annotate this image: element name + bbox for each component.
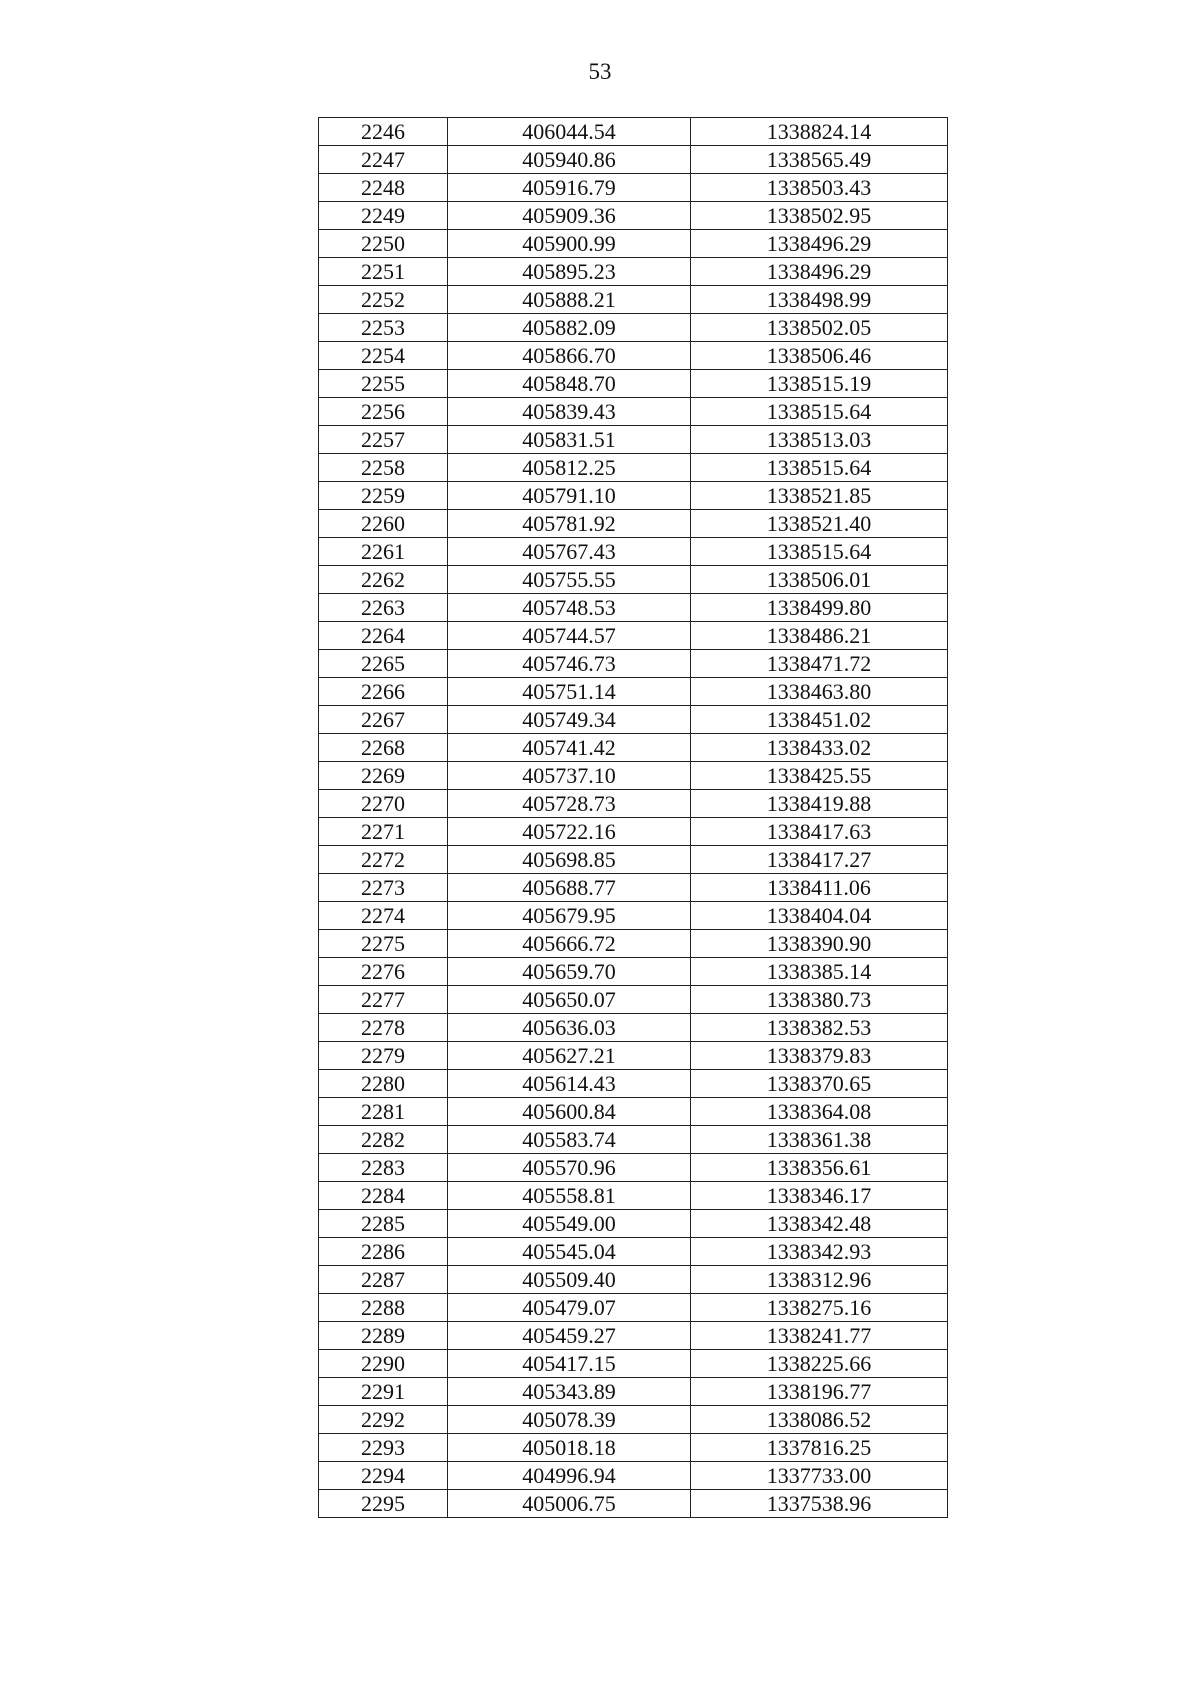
x-coordinate-cell: 405848.70 (448, 370, 691, 398)
y-coordinate-cell: 1338404.04 (691, 902, 948, 930)
y-coordinate-cell: 1338502.05 (691, 314, 948, 342)
x-coordinate-cell: 405078.39 (448, 1406, 691, 1434)
y-coordinate-cell: 1338385.14 (691, 958, 948, 986)
x-coordinate-cell: 405722.16 (448, 818, 691, 846)
x-coordinate-cell: 405509.40 (448, 1266, 691, 1294)
point-number-cell: 2265 (319, 650, 448, 678)
x-coordinate-cell: 405812.25 (448, 454, 691, 482)
table-row (319, 958, 948, 986)
table-row (319, 1378, 948, 1406)
x-coordinate-cell: 405688.77 (448, 874, 691, 902)
x-coordinate-cell: 405679.95 (448, 902, 691, 930)
table-row (319, 790, 948, 818)
coordinates-table (318, 117, 948, 1518)
point-number-cell: 2281 (319, 1098, 448, 1126)
x-coordinate-cell: 405459.27 (448, 1322, 691, 1350)
point-number-cell: 2250 (319, 230, 448, 258)
table-row (319, 1434, 948, 1462)
table-row (319, 1210, 948, 1238)
y-coordinate-cell: 1338565.49 (691, 146, 948, 174)
point-number-cell: 2273 (319, 874, 448, 902)
y-coordinate-cell: 1338506.46 (691, 342, 948, 370)
table-row (319, 1154, 948, 1182)
table-row (319, 286, 948, 314)
page-number: 53 (588, 59, 612, 84)
x-coordinate-cell: 405549.00 (448, 1210, 691, 1238)
point-number-cell: 2260 (319, 510, 448, 538)
y-coordinate-cell: 1337538.96 (691, 1490, 948, 1518)
x-coordinate-cell: 405751.14 (448, 678, 691, 706)
y-coordinate-cell: 1338425.55 (691, 762, 948, 790)
table-row (319, 258, 948, 286)
x-coordinate-cell: 405916.79 (448, 174, 691, 202)
table-row (319, 986, 948, 1014)
x-coordinate-cell: 405614.43 (448, 1070, 691, 1098)
x-coordinate-cell: 405831.51 (448, 426, 691, 454)
point-number-cell: 2269 (319, 762, 448, 790)
point-number-cell: 2246 (319, 118, 448, 146)
x-coordinate-cell: 405636.03 (448, 1014, 691, 1042)
table-row (319, 930, 948, 958)
point-number-cell: 2267 (319, 706, 448, 734)
y-coordinate-cell: 1338417.27 (691, 846, 948, 874)
x-coordinate-cell: 405698.85 (448, 846, 691, 874)
y-coordinate-cell: 1338225.66 (691, 1350, 948, 1378)
y-coordinate-cell: 1338370.65 (691, 1070, 948, 1098)
point-number-cell: 2282 (319, 1126, 448, 1154)
table-row (319, 1070, 948, 1098)
point-number-cell: 2275 (319, 930, 448, 958)
y-coordinate-cell: 1337816.25 (691, 1434, 948, 1462)
point-number-cell: 2263 (319, 594, 448, 622)
table-row (319, 1238, 948, 1266)
x-coordinate-cell: 405479.07 (448, 1294, 691, 1322)
x-coordinate-cell: 405839.43 (448, 398, 691, 426)
x-coordinate-cell: 405791.10 (448, 482, 691, 510)
table-row (319, 706, 948, 734)
y-coordinate-cell: 1338824.14 (691, 118, 948, 146)
y-coordinate-cell: 1338515.64 (691, 538, 948, 566)
x-coordinate-cell: 405737.10 (448, 762, 691, 790)
y-coordinate-cell: 1338451.02 (691, 706, 948, 734)
y-coordinate-cell: 1338506.01 (691, 566, 948, 594)
point-number-cell: 2277 (319, 986, 448, 1014)
table-row (319, 230, 948, 258)
y-coordinate-cell: 1338433.02 (691, 734, 948, 762)
y-coordinate-cell: 1338486.21 (691, 622, 948, 650)
point-number-cell: 2268 (319, 734, 448, 762)
table-row (319, 566, 948, 594)
x-coordinate-cell: 405746.73 (448, 650, 691, 678)
y-coordinate-cell: 1338241.77 (691, 1322, 948, 1350)
table-row (319, 426, 948, 454)
y-coordinate-cell: 1338496.29 (691, 230, 948, 258)
y-coordinate-cell: 1338471.72 (691, 650, 948, 678)
x-coordinate-cell: 405545.04 (448, 1238, 691, 1266)
point-number-cell: 2287 (319, 1266, 448, 1294)
y-coordinate-cell: 1338086.52 (691, 1406, 948, 1434)
y-coordinate-cell: 1338390.90 (691, 930, 948, 958)
y-coordinate-cell: 1338196.77 (691, 1378, 948, 1406)
y-coordinate-cell: 1337733.00 (691, 1462, 948, 1490)
table-row (319, 454, 948, 482)
table-row (319, 1490, 948, 1518)
point-number-cell: 2255 (319, 370, 448, 398)
table-row (319, 538, 948, 566)
x-coordinate-cell: 405748.53 (448, 594, 691, 622)
y-coordinate-cell: 1338499.80 (691, 594, 948, 622)
table-row (319, 202, 948, 230)
table-row (319, 1406, 948, 1434)
x-coordinate-cell: 405866.70 (448, 342, 691, 370)
table-row (319, 1350, 948, 1378)
table-row (319, 398, 948, 426)
table-row (319, 818, 948, 846)
y-coordinate-cell: 1338463.80 (691, 678, 948, 706)
y-coordinate-cell: 1338342.48 (691, 1210, 948, 1238)
y-coordinate-cell: 1338515.64 (691, 398, 948, 426)
table-row (319, 1294, 948, 1322)
x-coordinate-cell: 405755.55 (448, 566, 691, 594)
point-number-cell: 2254 (319, 342, 448, 370)
table-row (319, 678, 948, 706)
point-number-cell: 2294 (319, 1462, 448, 1490)
table-row (319, 846, 948, 874)
point-number-cell: 2248 (319, 174, 448, 202)
table-row (319, 874, 948, 902)
x-coordinate-cell: 405940.86 (448, 146, 691, 174)
table-row (319, 342, 948, 370)
table-row (319, 118, 948, 146)
y-coordinate-cell: 1338503.43 (691, 174, 948, 202)
x-coordinate-cell: 405627.21 (448, 1042, 691, 1070)
x-coordinate-cell: 404996.94 (448, 1462, 691, 1490)
x-coordinate-cell: 405767.43 (448, 538, 691, 566)
table-row (319, 622, 948, 650)
point-number-cell: 2279 (319, 1042, 448, 1070)
y-coordinate-cell: 1338515.19 (691, 370, 948, 398)
x-coordinate-cell: 405343.89 (448, 1378, 691, 1406)
table-row (319, 734, 948, 762)
x-coordinate-cell: 405909.36 (448, 202, 691, 230)
y-coordinate-cell: 1338342.93 (691, 1238, 948, 1266)
point-number-cell: 2293 (319, 1434, 448, 1462)
y-coordinate-cell: 1338521.40 (691, 510, 948, 538)
table-row (319, 482, 948, 510)
point-number-cell: 2280 (319, 1070, 448, 1098)
table-row (319, 510, 948, 538)
point-number-cell: 2256 (319, 398, 448, 426)
y-coordinate-cell: 1338364.08 (691, 1098, 948, 1126)
y-coordinate-cell: 1338515.64 (691, 454, 948, 482)
x-coordinate-cell: 405417.15 (448, 1350, 691, 1378)
table-row (319, 314, 948, 342)
point-number-cell: 2272 (319, 846, 448, 874)
point-number-cell: 2261 (319, 538, 448, 566)
point-number-cell: 2276 (319, 958, 448, 986)
point-number-cell: 2271 (319, 818, 448, 846)
point-number-cell: 2278 (319, 1014, 448, 1042)
y-coordinate-cell: 1338419.88 (691, 790, 948, 818)
point-number-cell: 2266 (319, 678, 448, 706)
point-number-cell: 2292 (319, 1406, 448, 1434)
point-number-cell: 2252 (319, 286, 448, 314)
x-coordinate-cell: 405600.84 (448, 1098, 691, 1126)
table-row (319, 762, 948, 790)
x-coordinate-cell: 405018.18 (448, 1434, 691, 1462)
y-coordinate-cell: 1338496.29 (691, 258, 948, 286)
point-number-cell: 2257 (319, 426, 448, 454)
y-coordinate-cell: 1338380.73 (691, 986, 948, 1014)
y-coordinate-cell: 1338312.96 (691, 1266, 948, 1294)
point-number-cell: 2249 (319, 202, 448, 230)
x-coordinate-cell: 405650.07 (448, 986, 691, 1014)
point-number-cell: 2247 (319, 146, 448, 174)
point-number-cell: 2264 (319, 622, 448, 650)
x-coordinate-cell: 405558.81 (448, 1182, 691, 1210)
point-number-cell: 2295 (319, 1490, 448, 1518)
table-row (319, 902, 948, 930)
y-coordinate-cell: 1338513.03 (691, 426, 948, 454)
x-coordinate-cell: 405781.92 (448, 510, 691, 538)
y-coordinate-cell: 1338417.63 (691, 818, 948, 846)
point-number-cell: 2291 (319, 1378, 448, 1406)
x-coordinate-cell: 405006.75 (448, 1490, 691, 1518)
y-coordinate-cell: 1338379.83 (691, 1042, 948, 1070)
y-coordinate-cell: 1338361.38 (691, 1126, 948, 1154)
y-coordinate-cell: 1338521.85 (691, 482, 948, 510)
point-number-cell: 2251 (319, 258, 448, 286)
point-number-cell: 2259 (319, 482, 448, 510)
x-coordinate-cell: 405895.23 (448, 258, 691, 286)
x-coordinate-cell: 405666.72 (448, 930, 691, 958)
table-row (319, 1266, 948, 1294)
table-row (319, 1014, 948, 1042)
coordinates-table-body (319, 118, 948, 1518)
y-coordinate-cell: 1338382.53 (691, 1014, 948, 1042)
x-coordinate-cell: 405728.73 (448, 790, 691, 818)
x-coordinate-cell: 405659.70 (448, 958, 691, 986)
x-coordinate-cell: 406044.54 (448, 118, 691, 146)
table-row (319, 1042, 948, 1070)
y-coordinate-cell: 1338356.61 (691, 1154, 948, 1182)
table-row (319, 1098, 948, 1126)
table-row (319, 1182, 948, 1210)
point-number-cell: 2262 (319, 566, 448, 594)
x-coordinate-cell: 405888.21 (448, 286, 691, 314)
table-row (319, 594, 948, 622)
y-coordinate-cell: 1338411.06 (691, 874, 948, 902)
x-coordinate-cell: 405570.96 (448, 1154, 691, 1182)
table-row (319, 1462, 948, 1490)
table-row (319, 1322, 948, 1350)
point-number-cell: 2288 (319, 1294, 448, 1322)
x-coordinate-cell: 405583.74 (448, 1126, 691, 1154)
point-number-cell: 2286 (319, 1238, 448, 1266)
y-coordinate-cell: 1338502.95 (691, 202, 948, 230)
y-coordinate-cell: 1338346.17 (691, 1182, 948, 1210)
table-row (319, 1126, 948, 1154)
y-coordinate-cell: 1338498.99 (691, 286, 948, 314)
point-number-cell: 2290 (319, 1350, 448, 1378)
y-coordinate-cell: 1338275.16 (691, 1294, 948, 1322)
table-row (319, 650, 948, 678)
x-coordinate-cell: 405741.42 (448, 734, 691, 762)
x-coordinate-cell: 405900.99 (448, 230, 691, 258)
point-number-cell: 2258 (319, 454, 448, 482)
point-number-cell: 2285 (319, 1210, 448, 1238)
point-number-cell: 2270 (319, 790, 448, 818)
x-coordinate-cell: 405882.09 (448, 314, 691, 342)
x-coordinate-cell: 405744.57 (448, 622, 691, 650)
point-number-cell: 2289 (319, 1322, 448, 1350)
point-number-cell: 2283 (319, 1154, 448, 1182)
table-row (319, 370, 948, 398)
point-number-cell: 2284 (319, 1182, 448, 1210)
table-row (319, 146, 948, 174)
x-coordinate-cell: 405749.34 (448, 706, 691, 734)
point-number-cell: 2253 (319, 314, 448, 342)
table-row (319, 174, 948, 202)
point-number-cell: 2274 (319, 902, 448, 930)
